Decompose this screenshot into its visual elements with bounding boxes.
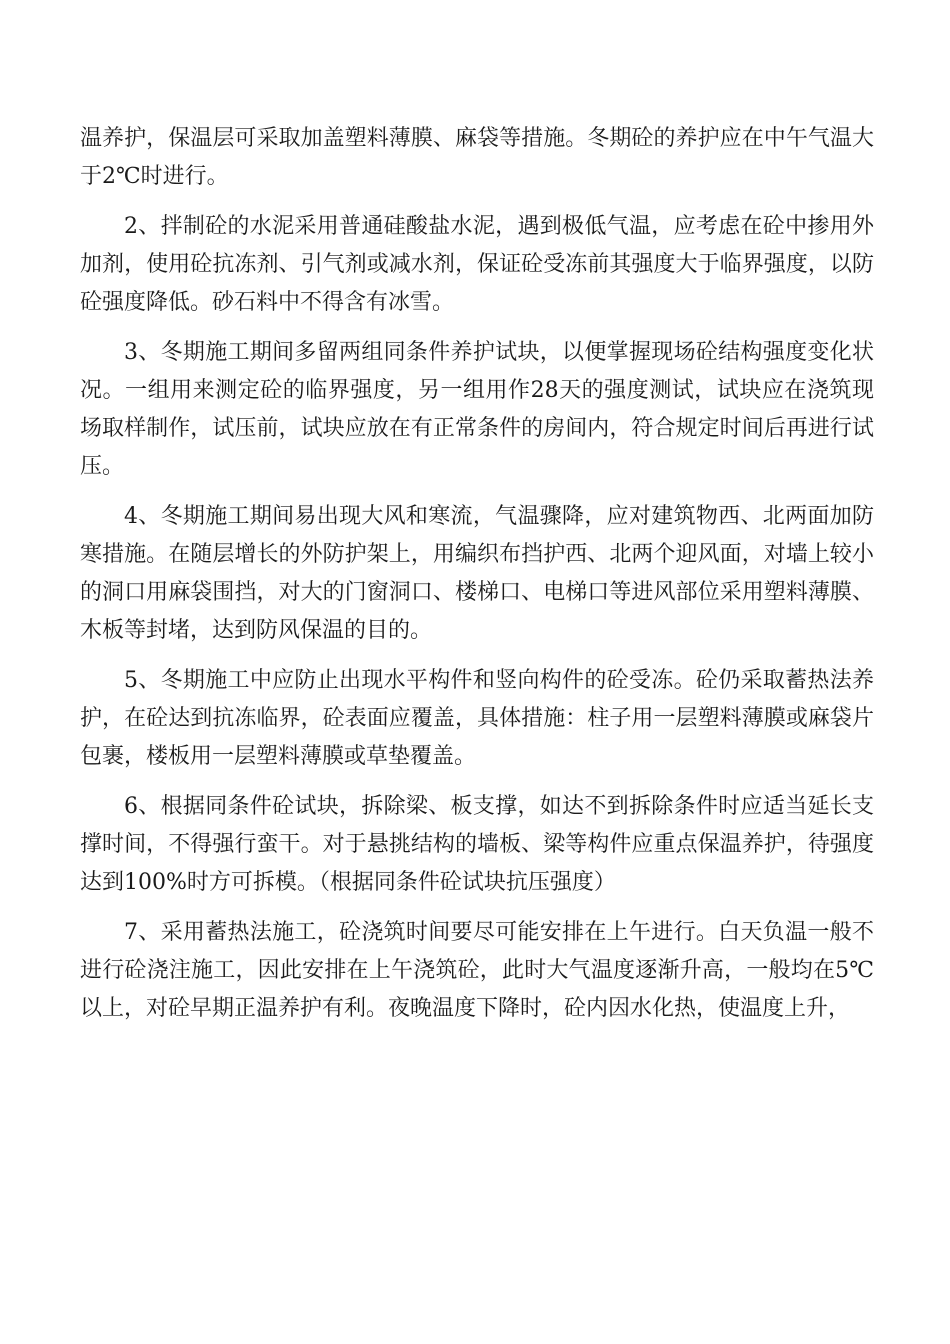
paragraph-item-7: 7、采用蓄热法施工，砼浇筑时间要尽可能安排在上午进行。白天负温一般不进行砼浇注施工，因此安排在上午浇筑砼，此时大气温度逐渐升高，一般均在5℃以上，对砼早期正温养护有利。夜晚温度下降时，砼内因水化热，使温度上升， bbox=[80, 920, 874, 1021]
paragraph-item-3: 3、冬期施工期间多留两组同条件养护试块，以便掌握现场砼结构强度变化状况。一组用来测定砼的临界强度，另一组用作28天的强度测试，试块应在浇筑现场取样制作，试压前，试块应放在有正常条件的房间内，符合规定时间后再进行试压。 bbox=[80, 340, 874, 479]
paragraph-item-4: 4、冬期施工期间易出现大风和寒流，气温骤降，应对建筑物西、北两面加防寒措施。在随层增长的外防护架上，用编织布挡护西、北两个迎风面，对墙上较小的洞口用麻袋围挡，对大的门窗洞口、楼梯口、电梯口等进风部位采用塑料薄膜、木板等封堵，达到防风保温的目的。 bbox=[80, 504, 874, 643]
paragraph-item-5: 5、冬期施工中应防止出现水平构件和竖向构件的砼受冻。砼仍采取蓄热法养护，在砼达到抗冻临界，砼表面应覆盖，具体措施：柱子用一层塑料薄膜或麻袋片包裹，楼板用一层塑料薄膜或草垫覆盖。 bbox=[80, 668, 874, 769]
paragraph-item-2: 2、拌制砼的水泥采用普通硅酸盐水泥，遇到极低气温，应考虑在砼中掺用外加剂，使用砼抗冻剂、引气剂或减水剂，保证砼受冻前其强度大于临界强度，以防砼强度降低。砂石料中不得含有冰雪。 bbox=[80, 214, 874, 315]
document-body bbox=[80, 120, 874, 1040]
paragraph-intro: 温养护，保温层可采取加盖塑料薄膜、麻袋等措施。冬期砼的养护应在中午气温大于2℃时进行。 bbox=[80, 126, 874, 189]
paragraph-item-6: 6、根据同条件砼试块，拆除梁、板支撑，如达不到拆除条件时应适当延长支撑时间，不得强行蛮干。对于悬挑结构的墙板、梁等构件应重点保温养护，待强度达到100%时方可拆模。（根据同条件砼试块抗压强度） bbox=[80, 794, 874, 895]
